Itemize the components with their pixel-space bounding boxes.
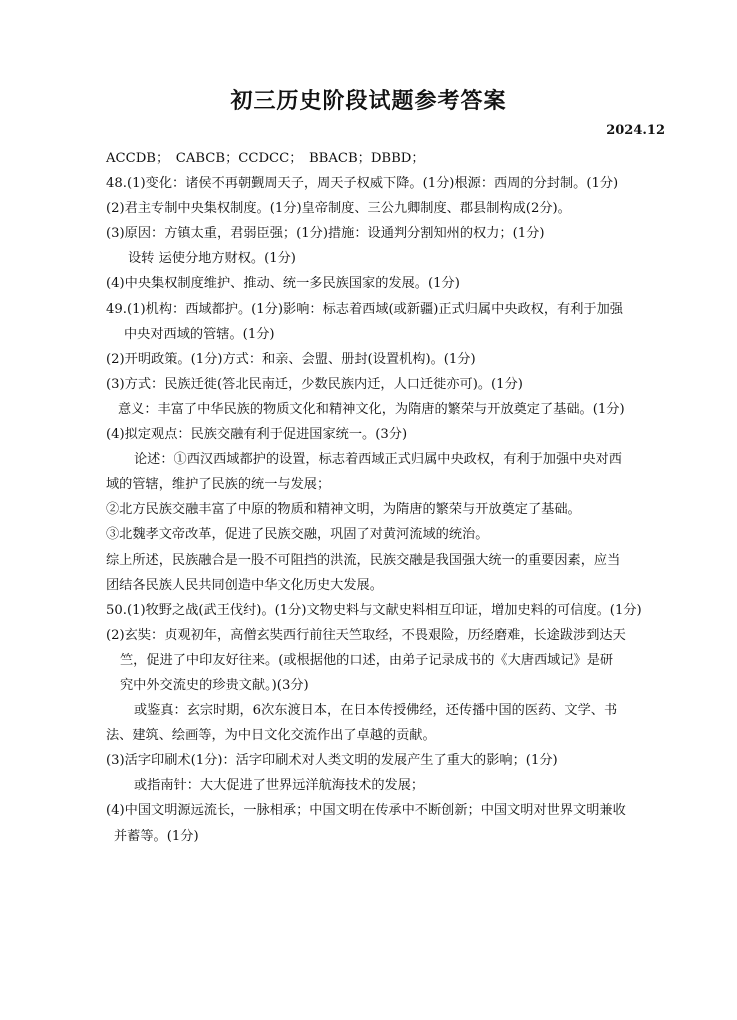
q48-part4: (4)中央集权制度维护、推动、统一多民族国家的发展。(1分) [106,276,460,292]
q50-part2-alternative-cont: 法、建筑、绘画等，为中日文化交流作出了卓越的贡献。 [106,728,436,744]
q49-part2: (2)开明政策。(1分)方式：和亲、会盟、册封(设置机构)。(1分) [106,351,476,367]
answer-body [106,146,676,849]
q48-part1: 48.(1)变化：诸侯不再朝觐周天子，周天子权威下降。(1分)根源：西周的分封制。(1分) [106,176,619,192]
q49-part4-point2: ②北方民族交融丰富了中原的物质和精神文明，为隋唐的繁荣与开放奠定了基础。 [106,502,581,518]
q50-part3-alternative: 或指南针：大大促进了世界远洋航海技术的发展； [134,778,425,794]
q49-part4-argument: 论述：①西汉西域都护的设置，标志着西域正式归属中央政权，有利于加强中央对西 [134,452,622,468]
q49-part4-conclusion: 综上所述，民族融合是一股不可阻挡的洪流，民族交融是我国强大统一的重要因素，应当 [106,552,621,568]
q50-part2-alternative: 或鉴真：玄宗时期，6次东渡日本，在日本传授佛经，还传播中国的医药、文学、书 [134,703,618,719]
q49-part1-cont: 中央对西域的管辖。(1分) [124,326,275,342]
q50-part3: (3)活字印刷术(1分)：活字印刷术对人类文明的发展产生了重大的影响；(1分) [106,753,558,769]
q50-part4: (4)中国文明源远流长，一脉相承；中国文明在传承中不断创新；中国文明对世界文明兼收 [106,803,626,819]
q50-part4-cont: 并蓄等。(1分) [114,828,199,844]
q49-part3-significance: 意义：丰富了中华民族的物质文化和精神文化，为隋唐的繁荣与开放奠定了基础。(1分) [118,401,625,417]
q49-part4-point3: ③北魏孝文帝改革，促进了民族交融，巩固了对黄河流域的统治。 [106,527,489,543]
page-title: 初三历史阶段试题参考答案 [230,88,507,114]
q50-part2: (2)玄奘：贞观初年，高僧玄奘西行前往天竺取经，不畏艰险，历经磨难，长途跋涉到达天 [106,627,626,643]
q49-part4-conclusion-cont: 团结各民族人民共同创造中华文化历史大发展。 [106,577,383,593]
q48-part2: (2)君主专制中央集权制度。(1分)皇帝制度、三公九卿制度、郡县制构成(2分)。 [106,201,571,217]
q50-part1: 50.(1)牧野之战(武王伐纣)。(1分)文物史料与文献史料相互印证，增加史料的可信度。(1分) [106,602,642,618]
q49-part3: (3)方式：民族迁徙(答北民南迁，少数民族内迁，人口迁徙亦可)。(1分) [106,376,523,392]
document-date: 2024.12 [606,123,665,138]
q49-part4-argument-cont: 域的管辖，维护了民族的统一与发展； [106,477,331,493]
q50-part2-cont2: 究中外交流史的珍贵文献。)(3分) [120,677,309,693]
q50-part2-cont1: 竺，促进了中印友好往来。(或根据他的口述，由弟子记录成书的《大唐西域记》是研 [120,652,614,668]
q48-part3-cont: 设转 运使分地方财权。(1分) [128,251,296,267]
q48-part3: (3)原因：方镇太重，君弱臣强；(1分)措施：设通判分割知州的权力；(1分) [106,226,545,242]
multiple-choice-answers: ACCDB； CABCB；CCDCC； BBACB；DBBD； [106,151,425,166]
q49-part4: (4)拟定观点：民族交融有利于促进国家统一。(3分) [106,427,408,443]
q49-part1: 49.(1)机构：西域都护。(1分)影响：标志着西域(或新疆)正式归属中央政权，有利于加强 [106,301,623,317]
